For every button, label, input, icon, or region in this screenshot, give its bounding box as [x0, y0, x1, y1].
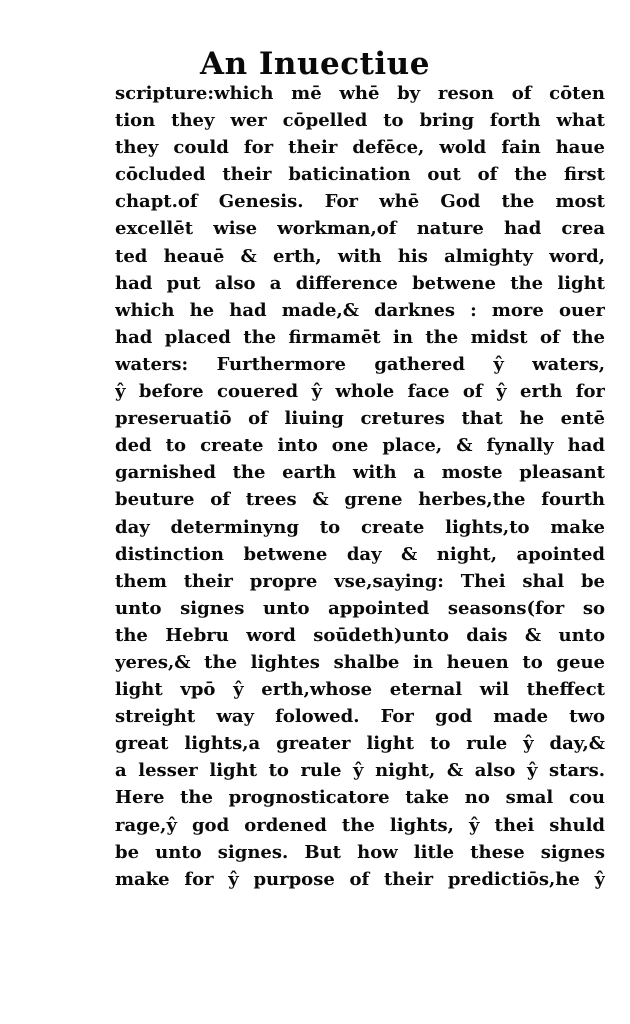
- text-line: had placed the firmamēt in the midst of the: [115, 326, 605, 348]
- text-line: excellēt wise workman,of nature had crea: [115, 218, 605, 240]
- text-line: be unto signes. But how litle these signes: [115, 841, 605, 863]
- text-line: them their propre vse,saying: Thei shal be: [115, 570, 605, 592]
- text-line: which he had made,& darknes : more ouer: [115, 299, 605, 321]
- text-line: cōcluded their baticination out of the first: [115, 164, 605, 186]
- text-line: ded to create into one place, & fynally had: [115, 435, 605, 457]
- text-line: light vpō ŷ erth,whose eternal wil theffect: [115, 679, 605, 701]
- text-line: chapt.of Genesis. For whē God the most: [115, 191, 605, 213]
- text-line: distinction betwene day & night, apointed: [115, 543, 605, 565]
- body-text: [115, 80, 605, 893]
- text-line: beuture of trees & grene herbes,the fourth: [115, 489, 605, 511]
- text-line: the Hebru word soūdeth)unto dais & unto: [115, 624, 605, 646]
- text-line: Here the prognosticatore take no smal cou: [115, 787, 605, 809]
- text-line: preseruatiō of liuing cretures that he entē: [115, 408, 605, 430]
- text-line: rage,ŷ god ordened the lights, ŷ thei shuld: [115, 814, 605, 836]
- text-line: ted heauē & erth, with his almighty word,: [115, 245, 605, 267]
- text-line: great lights,a greater light to rule ŷ day,&: [115, 733, 605, 755]
- text-line: waters: Furthermore gathered ŷ waters,: [115, 353, 605, 375]
- text-line: yeres,& the lightes shalbe in heuen to geue: [115, 651, 605, 673]
- text-line: they could for their defēce, wold fain haue: [115, 137, 605, 159]
- text-line: make for ŷ purpose of their predictiōs,he ŷ: [115, 868, 605, 890]
- running-head: An Inuectiue: [200, 46, 430, 82]
- text-line: streight way folowed. For god made two: [115, 706, 605, 728]
- text-line: day determinyng to create lights,to make: [115, 516, 605, 538]
- text-line: tion they wer cōpelled to bring forth what: [115, 110, 605, 132]
- text-line: unto signes unto appointed seasons(for so: [115, 597, 605, 619]
- text-line: garnished the earth with a moste pleasant: [115, 462, 605, 484]
- text-line: scripture:which mē whē by reson of cōten: [115, 83, 605, 104]
- text-line: ŷ before couered ŷ whole face of ŷ erth for: [115, 381, 605, 403]
- text-line: a lesser light to rule ŷ night, & also ŷ stars.: [115, 760, 605, 782]
- text-line: had put also a difference betwene the light: [115, 272, 605, 294]
